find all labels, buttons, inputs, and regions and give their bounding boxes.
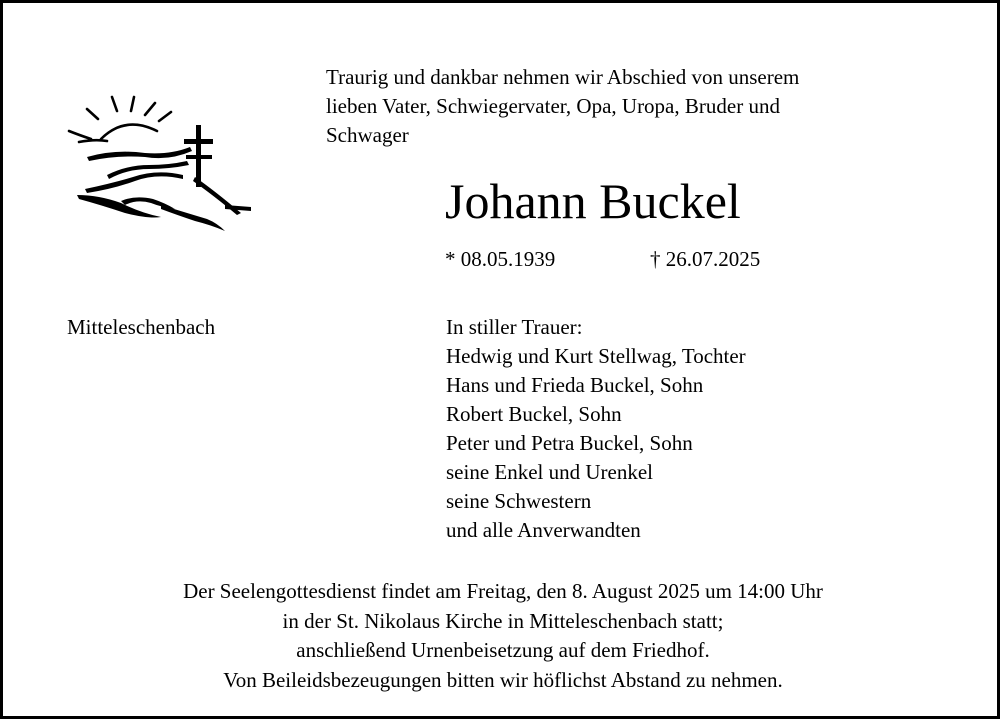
mourners-list (446, 313, 946, 545)
mourner-line: seine Schwestern (446, 489, 592, 513)
life-dates (445, 245, 761, 273)
service-notice (53, 577, 953, 695)
intro-text (326, 63, 926, 150)
mourner-line: seine Enkel und Urenkel (446, 460, 654, 484)
service-line: in der St. Nikolaus Kirche in Mitteleschenbach statt; (282, 608, 724, 633)
intro-line: Traurig und dankbar nehmen wir Abschied von unserem (326, 65, 800, 89)
intro-line: lieben Vater, Schwiegervater, Opa, Uropa, Bruder und (326, 94, 780, 118)
death-date: † 26.07.2025 (650, 247, 761, 271)
mourner-line: Hedwig und Kurt Stellwag, Tochter (446, 344, 746, 368)
mourner-line: und alle Anverwandten (446, 518, 641, 542)
intro-line: Schwager (326, 123, 409, 147)
birth-date: * 08.05.1939 (445, 247, 556, 271)
place-name: Mitteleschenbach (67, 315, 216, 339)
deceased-name: Johann Buckel (445, 173, 741, 229)
mourners-heading: In stiller Trauer: (446, 315, 583, 339)
sunrise-hills-cross-icon (65, 95, 260, 235)
mourner-line: Robert Buckel, Sohn (446, 402, 622, 426)
mourner-line: Hans und Frieda Buckel, Sohn (446, 373, 704, 397)
service-line: Von Beileidsbezeugungen bitten wir höflichst Abstand zu nehmen. (223, 667, 783, 692)
mourner-line: Peter und Petra Buckel, Sohn (446, 431, 693, 455)
service-line: Der Seelengottesdienst findet am Freitag, den 8. August 2025 um 14:00 Uhr (183, 579, 823, 603)
service-line: anschließend Urnenbeisetzung auf dem Friedhof. (296, 638, 710, 662)
